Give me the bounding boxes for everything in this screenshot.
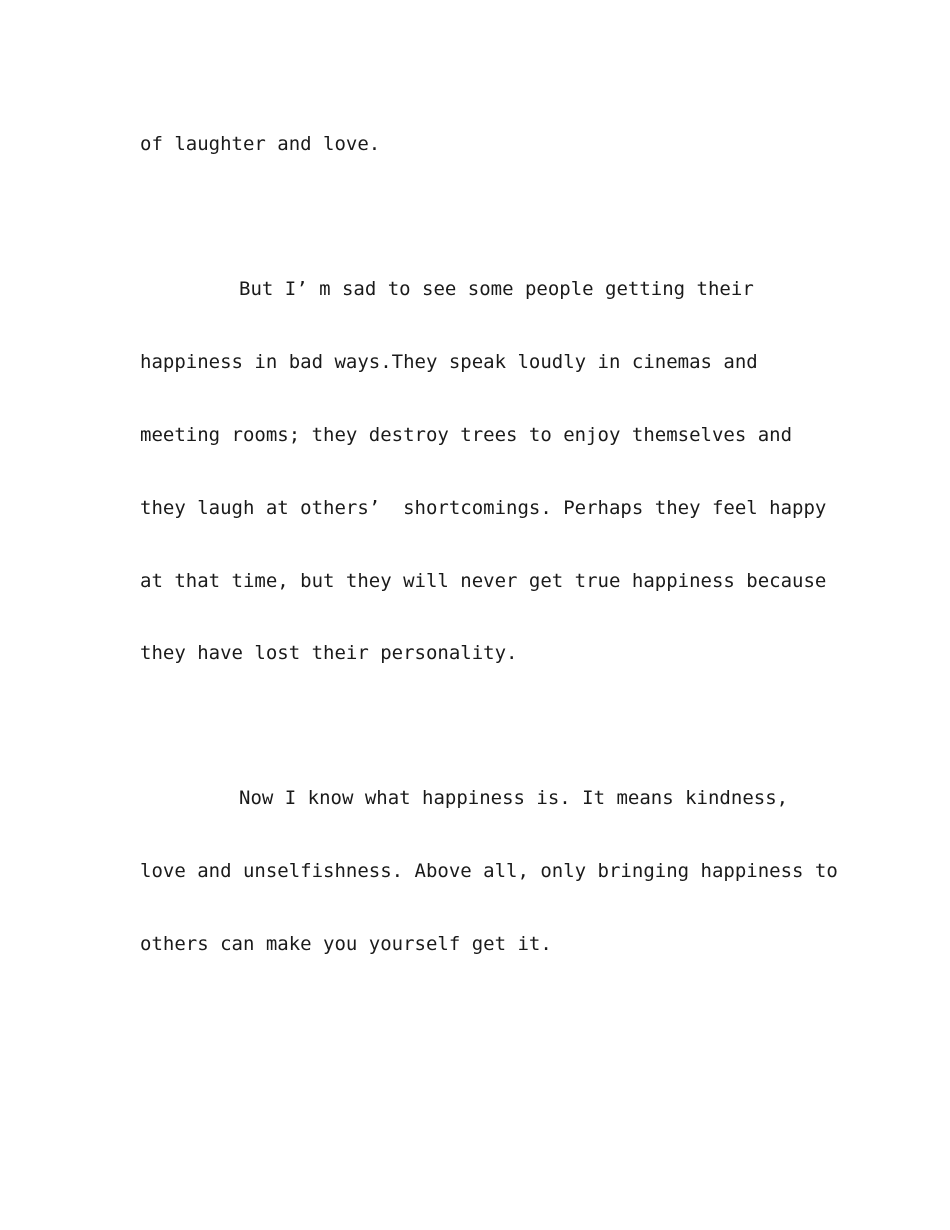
- paragraph-line: of laughter and love.: [140, 133, 381, 155]
- paragraph-line: meeting rooms; they destroy trees to enjoy themselves and: [140, 424, 793, 446]
- paragraph-line: at that time, but they will never get true happiness because: [140, 570, 827, 592]
- paragraph-line: they have lost their personality.: [140, 642, 518, 664]
- paragraph-first-line: Now I know what happiness is. It means kindness,: [239, 787, 789, 809]
- paragraph-line: happiness in bad ways.They speak loudly in cinemas and: [140, 351, 758, 373]
- paragraph-line: love and unselfishness. Above all, only bringing happiness to: [140, 860, 838, 882]
- paragraph-first-line: But I’ m sad to see some people getting their: [239, 278, 754, 300]
- paragraph-line: others can make you yourself get it.: [140, 933, 552, 955]
- paragraph-line: they laugh at others’ shortcomings. Perhaps they feel happy: [140, 497, 827, 519]
